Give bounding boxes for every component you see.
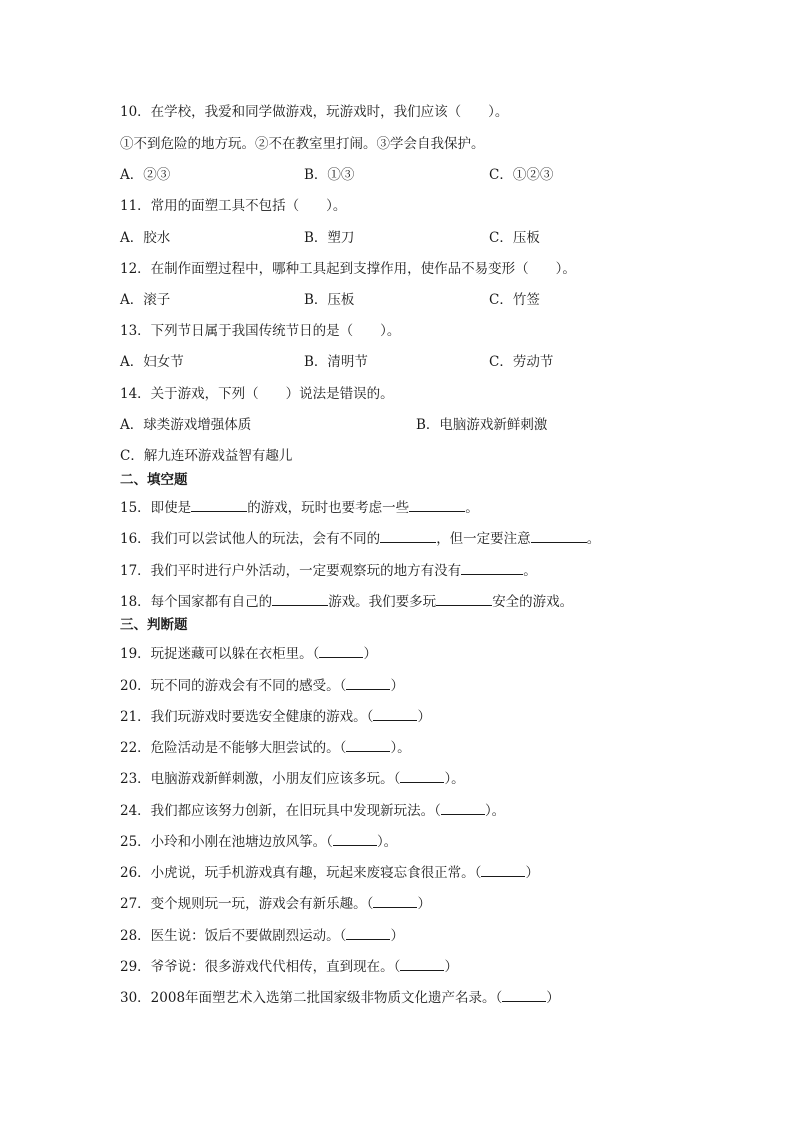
fill-section-heading: 二、填空题 (120, 472, 188, 488)
question-10-statements: ①不到危险的地方玩。②不在教室里打闹。③学会自我保护。 (120, 136, 485, 152)
question-12-option-a: A．滚子 (120, 292, 171, 308)
judge-item-end: ） (417, 896, 431, 912)
answer-blank[interactable] (272, 592, 328, 606)
judge-item (120, 957, 458, 976)
judge-item-text: 24．我们都应该努力创新，在旧玩具中发现新玩法。（ (120, 803, 441, 819)
judge-item-end: ）。 (444, 771, 465, 787)
judge-item-text: 20．玩不同的游戏会有不同的感受。（ (120, 678, 347, 694)
judge-item-end: ） (444, 959, 458, 975)
question-15 (120, 498, 479, 517)
answer-blank[interactable] (373, 707, 417, 721)
question-11-option-a: A．胶水 (120, 230, 171, 246)
question-12-stem: 12．在制作面塑过程中，哪种工具起到支撑作用，使作品不易变形（ ）。 (120, 261, 576, 277)
question-15-part-3: 。 (465, 500, 479, 516)
answer-blank[interactable] (461, 561, 523, 575)
question-18 (120, 592, 573, 611)
judge-item-end: ） (417, 709, 431, 725)
judge-item-end: ）。 (376, 834, 398, 850)
question-16-part-1: 16．我们可以尝试他人的玩法，会有不同的 (120, 531, 381, 547)
question-13-option-b: B．清明节 (304, 354, 368, 370)
judge-item-text: 21．我们玩游戏时要选安全健康的游戏。（ (120, 709, 374, 725)
answer-blank[interactable] (481, 863, 525, 877)
answer-blank[interactable] (346, 738, 390, 752)
judge-item-text: 29．爷爷说：很多游戏代代相传，直到现在。（ (120, 959, 401, 975)
judge-item (120, 801, 505, 820)
judge-item-end: ） (546, 990, 560, 1006)
question-10-stem: 10．在学校，我爱和同学做游戏，玩游戏时，我们应该（ ）。 (120, 104, 509, 120)
question-17-part-2: 。 (523, 563, 537, 579)
judge-item-text: 22．危险活动是不能够大胆尝试的。（ (120, 740, 347, 756)
answer-blank[interactable] (436, 592, 492, 606)
judge-item-end: ） (525, 865, 539, 881)
question-10-option-c: C．①②③ (489, 167, 554, 183)
question-14-option-b: B．电脑游戏新鲜刺激 (416, 417, 548, 433)
judge-item (120, 676, 404, 695)
answer-blank[interactable] (409, 498, 465, 512)
question-12-option-b: B．压板 (304, 292, 355, 308)
question-18-part-3: 安全的游戏。 (492, 594, 574, 610)
answer-blank[interactable] (441, 801, 485, 815)
judge-item-text: 25．小玲和小刚在池塘边放风筝。（ (120, 834, 333, 850)
answer-blank[interactable] (400, 769, 444, 783)
judge-item-end: ）。 (390, 740, 411, 756)
judge-item-text: 27．变个规则玩一玩，游戏会有新乐趣。（ (120, 896, 374, 912)
answer-blank[interactable] (380, 529, 436, 543)
judge-item-text: 30．2008年面塑艺术入选第二批国家级非物质文化遗产名录。（ (120, 990, 503, 1006)
question-18-part-1: 18．每个国家都有自己的 (120, 594, 273, 610)
answer-blank[interactable] (346, 926, 390, 940)
question-17-part-1: 17．我们平时进行户外活动，一定要观察玩的地方有没有 (120, 563, 462, 579)
answer-blank[interactable] (191, 498, 247, 512)
question-11-option-b: B．塑刀 (304, 230, 355, 246)
judge-item-end: ）。 (484, 803, 506, 819)
answer-blank[interactable] (373, 894, 417, 908)
judge-section-heading: 三、判断题 (120, 617, 188, 633)
question-16-part-3: 。 (586, 531, 601, 547)
question-13-option-a: A．妇女节 (120, 354, 184, 370)
question-16-part-2: ，但一定要注意 (436, 531, 531, 547)
judge-item-end: ） (390, 678, 404, 694)
judge-item (120, 769, 465, 788)
question-11-option-c: C．压板 (489, 230, 540, 246)
answer-blank[interactable] (319, 644, 363, 658)
judge-item (120, 863, 539, 882)
answer-blank[interactable] (333, 832, 377, 846)
judge-item (120, 926, 404, 945)
judge-item-text: 19．玩捉迷藏可以躲在衣柜里。（ (120, 646, 320, 662)
question-10-option-b: B．①③ (304, 167, 355, 183)
judge-item-end: ） (363, 646, 377, 662)
judge-item (120, 644, 377, 663)
question-16 (120, 529, 600, 548)
question-14-stem: 14．关于游戏，下列（ ）说法是错误的。 (120, 386, 394, 402)
question-15-part-2: 的游戏，玩时也要考虑一些 (247, 500, 410, 516)
judge-item (120, 707, 431, 726)
answer-blank[interactable] (400, 957, 444, 971)
question-18-part-2: 游戏。我们要多玩 (328, 594, 437, 610)
answer-blank[interactable] (531, 529, 587, 543)
question-10-option-a: A．②③ (120, 167, 171, 183)
question-11-stem: 11．常用的面塑工具不包括（ ）。 (120, 198, 347, 214)
answer-blank[interactable] (346, 676, 390, 690)
judge-item (120, 988, 560, 1007)
question-14-option-a: A．球类游戏增强体质 (120, 417, 252, 433)
question-13-stem: 13．下列节日属于我国传统节日的是（ ）。 (120, 323, 401, 339)
judge-item-text: 23．电脑游戏新鲜刺激，小朋友们应该多玩。（ (120, 771, 401, 787)
answer-blank[interactable] (502, 988, 546, 1002)
judge-item-text: 26．小虎说，玩手机游戏真有趣，玩起来废寝忘食很正常。（ (120, 865, 482, 881)
question-17 (120, 561, 537, 580)
judge-item-end: ） (390, 928, 404, 944)
question-13-option-c: C．劳动节 (489, 354, 554, 370)
judge-item (120, 894, 431, 913)
question-15-part-1: 15．即使是 (120, 500, 192, 516)
question-12-option-c: C．竹签 (489, 292, 540, 308)
judge-item (120, 832, 397, 851)
judge-item (120, 738, 411, 757)
judge-item-text: 28．医生说：饭后不要做剧烈运动。（ (120, 928, 347, 944)
question-14-option-c: C．解九连环游戏益智有趣儿 (120, 448, 293, 464)
